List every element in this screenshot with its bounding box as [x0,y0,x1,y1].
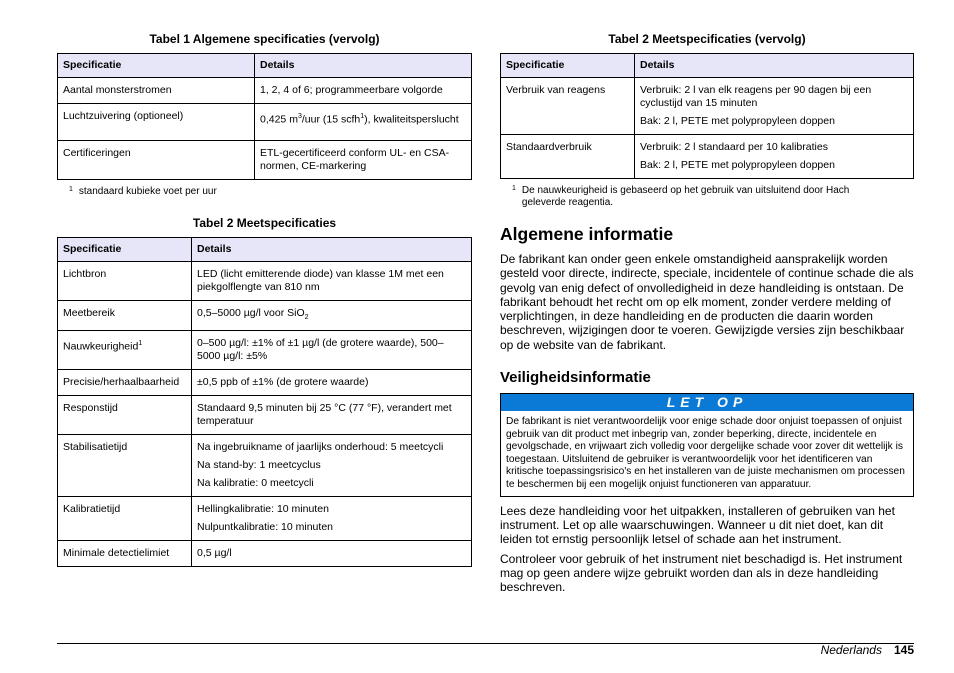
details-line: Na stand-by: 1 meetcyclus [197,459,321,472]
table1-general-specifications [57,53,472,180]
footnote-text: De nauwkeurigheid is gebaseerd op het gebruik van uitsluitend door Hach geleverde reagentia. [521,185,850,208]
spec-cell: Minimale detectielimiet [58,541,192,567]
table2-measurement-specifications [57,237,472,567]
details-cell [635,135,914,179]
caution-text: De fabrikant is niet verantwoordelijk voor enige schade door onjuist toepassen of onjuist gebruik van dit product met inbegrip van, zonder beperking, directe, incidentele en gevolgschade, en vrijwaart zich volledig voor dergelijke schade voor zover dit wettelijk is toegestaan. Uitsluitend de gebruiker is verantwoordelijk voor het identificeren van kritische toepassingsrisico's en het installeren van de juiste mechanismen om processen te beschermen bij een mogelijk onjuist functioneren van apparatuur. [506,416,905,491]
spec-cell: Responstijd [58,396,192,435]
details-line: Verbruik: 2 l van elk reagens per 90 dagen bij een cyclustijd van 15 minuten [640,84,872,109]
table2-header-details: Details [192,238,472,262]
table-row [501,78,914,135]
caution-title: LET OP [501,394,913,411]
spec-cell: Aantal monsterstromen [58,78,255,104]
table2-header-spec: Specificatie [58,238,192,262]
footnote-mark: 1 [512,185,516,192]
table2cont-header-spec: Specificatie [501,54,635,78]
left-column [57,32,472,567]
details-cell [192,301,472,331]
table-row [58,331,472,370]
details-cell: Standaard 9,5 minuten bij 25 °C (77 °F), verandert met temperatuur [192,396,472,435]
spec-cell: Meetbereik [58,301,192,331]
caution-box [500,393,914,497]
table1-header-row [58,54,472,78]
details-line: Na kalibratie: 0 meetcycli [197,477,314,490]
details-text: ), kwaliteitsperslucht [364,113,459,126]
table1-footnote [69,186,472,198]
spec-cell: Stabilisatietijd [58,435,192,497]
details-cell: ETL-gecertificeerd conform UL- en CSA-normen, CE-markering [255,141,472,180]
footer-rule [57,643,914,644]
details-cell: ±0,5 ppb of ±1% (de grotere waarde) [192,370,472,396]
footnote-ref: 1 [360,113,365,120]
superscript: 3 [297,113,302,120]
table-row [58,262,472,301]
page-number: 145 [893,643,914,657]
details-cell: 1, 2, 4 of 6; programmeerbare volgorde [255,78,472,104]
details-cell: LED (licht emitterende diode) van klasse 1M met een piekgolflengte van 810 nm [192,262,472,301]
algemene-paragraph: De fabrikant kan onder geen enkele omstandigheid aansprakelijk worden gesteld voor directe, indirecte, speciale, incidentele of continue schade die als gevolg van enig defect of onvolledigheid in deze handleiding is ontstaan. De fabrikant behoudt het recht om op elk moment, zonder verdere melding of verplichtingen, in deze handleiding en de producten die daarin worden beschreven, wijzigingen door te voeren. Gewijzigde versies zijn beschikbaar op de website van de fabrikant. [500,252,914,352]
table2cont-caption: Tabel 2 Meetspecificaties (vervolg) [608,32,806,46]
details-line: Nulpuntkalibratie: 10 minuten [197,521,333,534]
spec-text: Nauwkeurigheid [63,340,139,353]
details-cell: 0,5 µg/l [192,541,472,567]
spec-cell: Lichtbron [58,262,192,301]
table-row [58,141,472,180]
spec-cell [58,331,192,370]
spec-cell: Precisie/herhaalbaarheid [58,370,192,396]
safety-paragraph-2: Controleer voor gebruik of het instrument niet beschadigd is. Het instrument mag op geen andere wijze gebruikt worden dan als in deze handleiding beschreven. [500,551,903,595]
table2cont-header-details: Details [635,54,914,78]
table-row [58,541,472,567]
details-line: Na ingebruikname of jaarlijks onderhoud: 5 meetcycli [197,441,444,454]
heading-veiligheidsinformatie: Veiligheidsinformatie [500,369,651,387]
table2cont-header-row [501,54,914,78]
spec-cell: Standaardverbruik [501,135,635,179]
table-row [58,396,472,435]
details-cell [192,435,472,497]
details-line: Verbruik: 2 l standaard per 10 kalibraties [640,141,828,153]
footnote-ref: 1 [138,340,143,348]
details-cell [255,104,472,141]
table2-caption: Tabel 2 Meetspecificaties [192,216,337,230]
table-row [58,435,472,497]
spec-cell: Verbruik van reagens [501,78,635,135]
table-row [501,135,914,179]
details-line: Bak: 2 l, PETE met polypropyleen doppen [640,115,835,127]
table1-caption: Tabel 1 Algemene specificaties (vervolg) [149,32,380,46]
table2-header-row [58,238,472,262]
details-text: 0,5–5000 µg/l voor SiO [197,307,305,319]
table2-continued [500,53,914,179]
spec-cell: Luchtzuivering (optioneel) [58,104,255,141]
details-cell [635,78,914,135]
table-row [58,370,472,396]
safety-paragraph-1: Lees deze handleiding voor het uitpakken, installeren of gebruiken van het instrument. Let op alle waarschuwingen. Wanneer u dit niet doet, kan dit leiden tot ernstig persoonlijk letsel of schade aan het instrument. [500,503,895,547]
details-cell [192,497,472,541]
spec-cell: Kalibratietijd [58,497,192,541]
table-row [58,104,472,141]
details-text: /uur (15 scfh [301,113,361,126]
details-text: 0,425 m [260,113,298,126]
footer-language: Nederlands [820,643,882,657]
table2cont-footnote [512,185,892,209]
details-line: Hellingkalibratie: 10 minuten [197,503,329,516]
page-footer [821,643,914,657]
right-column [500,32,914,594]
table1-header-spec: Specificatie [58,54,255,78]
spec-cell: Certificeringen [58,141,255,180]
footnote-text: standaard kubieke voet per uur [78,186,217,197]
heading-algemene-informatie: Algemene informatie [500,224,674,244]
table1-header-details: Details [255,54,472,78]
table-row [58,301,472,331]
details-line: Bak: 2 l, PETE met polypropyleen doppen [640,159,835,171]
table-row [58,78,472,104]
table-row [58,497,472,541]
footnote-mark: 1 [69,186,73,193]
details-cell: 0–500 µg/l: ±1% of ±1 µg/l (de grotere waarde), 500–5000 µg/l: ±5% [192,331,472,370]
subscript: 2 [304,314,309,322]
